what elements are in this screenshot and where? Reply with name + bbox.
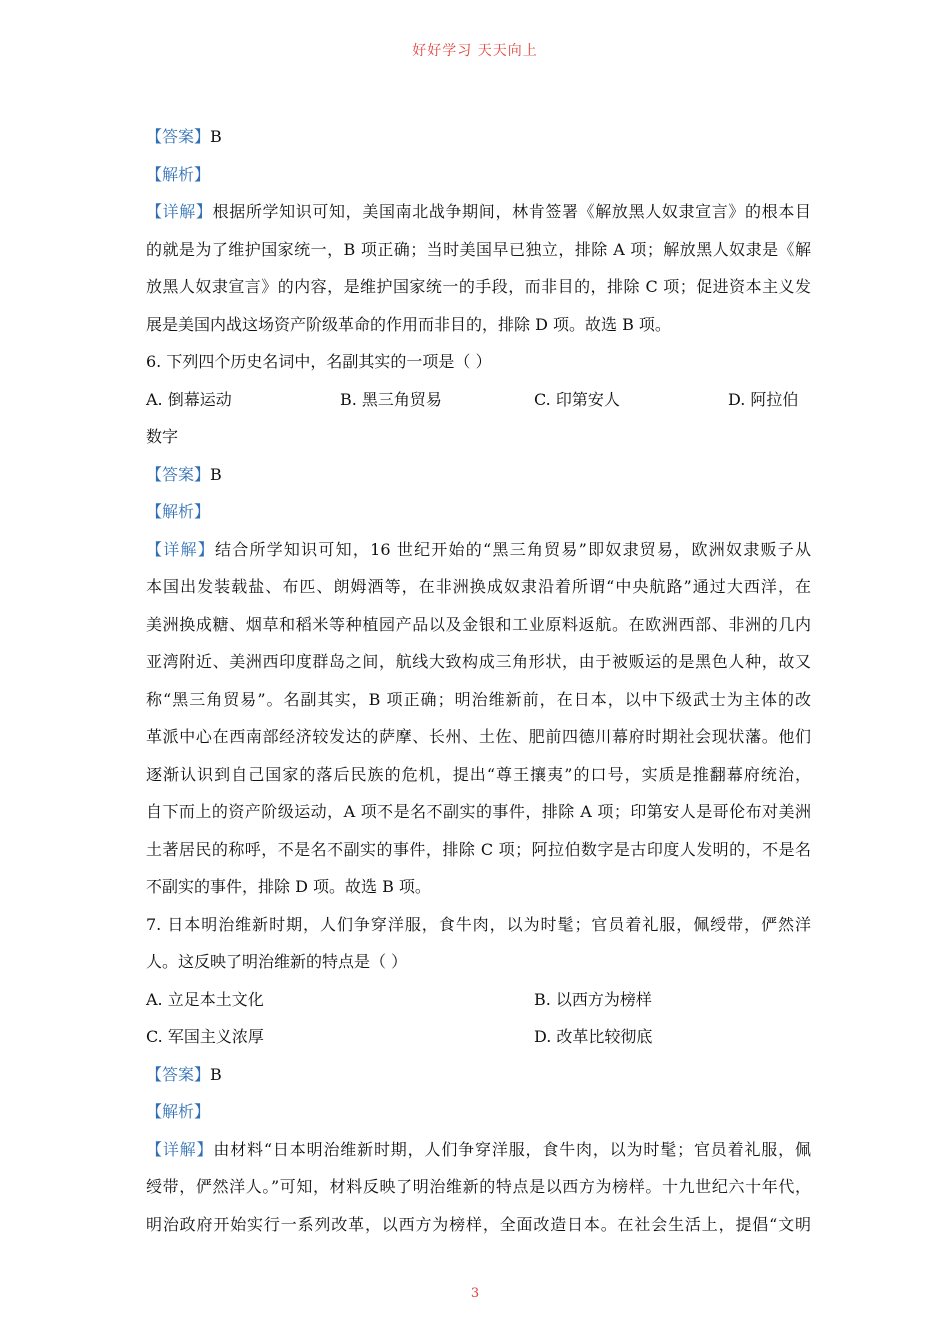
detail-tag: 【详解】 <box>146 539 215 559</box>
option-a: A. 倒幕运动 <box>146 389 232 409</box>
detail-line: 美洲换成糖、烟草和稻米等种植园产品以及金银和工业原料返航。在欧洲西部、非洲的几内 <box>146 614 811 634</box>
document-body <box>146 118 811 1243</box>
detail-line: 逐渐认识到自己国家的落后民族的危机，提出“尊王攘夷”的口号，实质是推翻幕府统治， <box>146 764 811 784</box>
detail-tag: 【详解】 <box>146 202 213 221</box>
detail-line: 明治政府开始实行一系列改革，以西方为榜样，全面改造日本。在社会生活上，提倡“文明 <box>146 1214 811 1234</box>
analysis-tag: 【解析】 <box>146 164 211 184</box>
option-c: C. 军国主义浓厚 <box>146 1027 264 1046</box>
answer-line <box>146 456 811 494</box>
option-d: D. 阿拉伯 <box>728 389 799 409</box>
detail-line: 革派中心在西南部经济较发达的萨摩、长州、土佐、肥前四德川幕府时期社会现状藩。他们 <box>146 727 811 746</box>
answer-tag: 【答案】 <box>146 464 211 484</box>
answer-value: B <box>210 464 222 484</box>
detail-line: 绶带，俨然洋人。”可知，材料反映了明治维新的特点是以西方为榜样。十九世纪六十年代， <box>146 1177 811 1196</box>
detail-text: 结合所学知识可知，16 世纪开始的“黑三角贸易”即奴隶贸易，欧洲奴隶贩子从 <box>214 539 811 559</box>
detail-line: 自下而上的资产阶级运动，A 项不是名不副实的事件，排除 A 项；印第安人是哥伦布对美洲 <box>146 802 811 821</box>
detail-text: 根据所学知识可知，美国南北战争期间，林肯签署《解放黑人奴隶宣言》的根本目 <box>212 202 811 221</box>
analysis-line <box>146 493 811 531</box>
options-row <box>146 1018 811 1056</box>
option-b: B. 以西方为榜样 <box>534 989 652 1009</box>
analysis-tag: 【解析】 <box>146 502 211 521</box>
options-row <box>146 981 811 1019</box>
detail-line: 称“黑三角贸易”。名副其实，B 项正确；明治维新前，在日本，以中下级武士为主体的改 <box>146 689 811 709</box>
analysis-line <box>146 156 811 194</box>
analysis-tag: 【解析】 <box>146 1102 211 1121</box>
detail-line: 放黑人奴隶宣言》的内容，是维护国家统一的手段，而非目的，排除 C 项；促进资本主义发 <box>146 277 811 296</box>
detail-line: 本国出发装载盐、布匹、朗姆酒等，在非洲换成奴隶沿着所谓“中央航路”通过大西洋，在 <box>146 577 811 596</box>
answer-line <box>146 1056 811 1094</box>
detail-line <box>146 193 811 231</box>
detail-tag: 【详解】 <box>146 1139 214 1159</box>
option-d: D. 改革比较彻底 <box>534 1027 653 1046</box>
option-b: B. 黑三角贸易 <box>340 389 442 409</box>
answer-line <box>146 118 811 156</box>
detail-line <box>146 1131 811 1169</box>
detail-line: 展是美国内战这场资产阶级革命的作用而非目的，排除 D 项。故选 B 项。 <box>146 314 671 334</box>
option-d-wrap: 数字 <box>146 427 179 446</box>
option-a: A. 立足本土文化 <box>146 989 264 1009</box>
analysis-line <box>146 1093 811 1131</box>
detail-line: 的就是为了维护国家统一，B 项正确；当时美国早已独立，排除 A 项；解放黑人奴隶是《解 <box>146 239 811 259</box>
detail-text: 由材料“日本明治维新时期，人们争穿洋服，食牛肉，以为时髦；官员着礼服，佩 <box>213 1139 811 1159</box>
option-c: C. 印第安人 <box>534 389 620 409</box>
answer-value: B <box>210 127 222 146</box>
detail-line <box>146 531 811 569</box>
question-stem: 7. 日本明治维新时期，人们争穿洋服，食牛肉，以为时髦；官员着礼服，佩绶带，俨然洋 <box>146 914 811 934</box>
detail-line: 亚湾附近、美洲西印度群岛之间，航线大致构成三角形状，由于被贩运的是黑色人种，故又 <box>146 652 811 671</box>
detail-line: 不副实的事件，排除 D 项。故选 B 项。 <box>146 877 431 896</box>
detail-line: 土著居民的称呼，不是名不副实的事件，排除 C 项；阿拉伯数字是古印度人发明的，不是名 <box>146 839 811 859</box>
page-header: 好好学习 天天向上 <box>412 43 538 59</box>
answer-tag: 【答案】 <box>146 127 211 146</box>
page-number: 3 <box>470 1286 480 1301</box>
answer-value: B <box>210 1064 222 1084</box>
question-stem: 人。这反映了明治维新的特点是（ ） <box>146 952 408 971</box>
answer-tag: 【答案】 <box>146 1064 211 1084</box>
options-row <box>146 381 811 419</box>
question-stem: 6. 下列四个历史名词中，名副其实的一项是（ ） <box>146 352 492 371</box>
